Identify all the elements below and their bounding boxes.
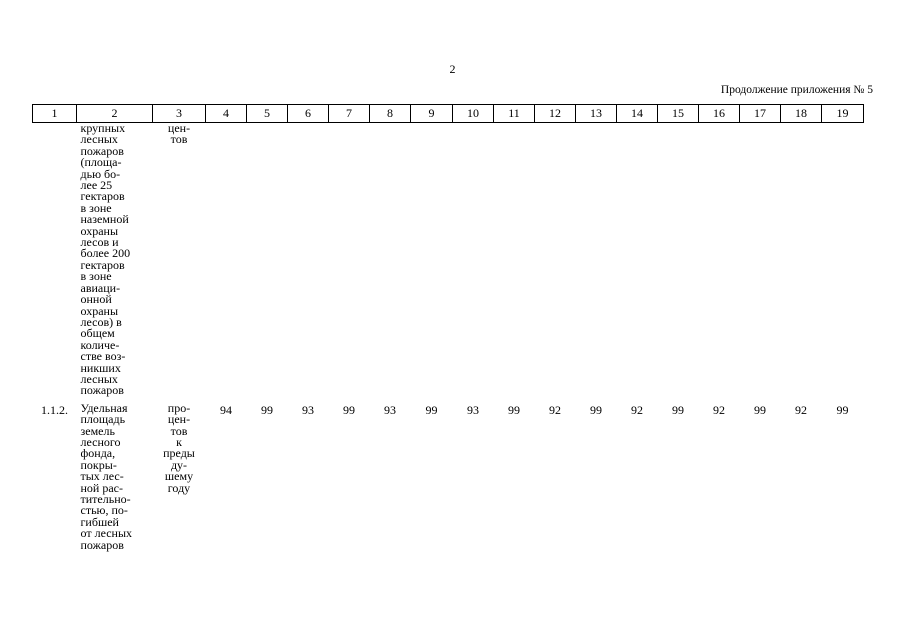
column-header-19: 19 — [822, 105, 864, 123]
column-header-12: 12 — [535, 105, 576, 123]
indicator-name-line: пожаров — [80, 537, 124, 552]
indicator-name-line: охраны — [80, 303, 119, 318]
value-cell — [494, 123, 535, 397]
column-header-17: 17 — [740, 105, 781, 123]
column-header-14: 14 — [617, 105, 658, 123]
indicator-name-line: в зоне — [80, 269, 112, 284]
column-header-7: 7 — [329, 105, 370, 123]
column-header-8: 8 — [370, 105, 411, 123]
indicator-name-line: дью бо- — [80, 166, 121, 181]
indicator-name-line: в зоне — [80, 200, 112, 215]
indicator-name-line: лее 25 — [80, 178, 113, 193]
indicator-name-line: лесных — [80, 371, 118, 386]
unit-line: преды — [163, 446, 195, 461]
value-cell — [247, 123, 288, 397]
indicator-name-line: земель — [80, 423, 115, 438]
unit-line: цен- — [167, 121, 191, 135]
column-header-16: 16 — [699, 105, 740, 123]
column-header-13: 13 — [576, 105, 617, 123]
value-cell: 99 — [754, 402, 766, 417]
unit-line: про- — [167, 400, 191, 415]
indicator-name-line: пожаров — [80, 383, 124, 398]
indicator-name-line: тительно- — [80, 492, 131, 506]
value-cell: 99 — [508, 402, 520, 417]
value-cell — [740, 123, 781, 397]
column-header-5: 5 — [247, 105, 288, 123]
indicator-name-line: авиаци- — [80, 280, 121, 295]
indicator-name-line: тых лес- — [80, 469, 124, 484]
value-cell: 94 — [220, 402, 232, 417]
value-cell — [453, 123, 494, 397]
indicator-name-line: никших — [80, 360, 121, 375]
indicator-name-line: площадь — [80, 412, 126, 427]
value-cell — [206, 123, 247, 397]
value-cell: 99 — [672, 402, 684, 417]
indicator-name-line: более 200 — [80, 246, 131, 261]
value-cell: 99 — [425, 402, 438, 417]
column-header-11: 11 — [494, 105, 535, 123]
value-cell: 93 — [302, 402, 314, 417]
value-cell — [411, 123, 453, 397]
value-cell — [781, 123, 822, 397]
indicator-name-line: гибшей — [80, 514, 119, 529]
column-header-9: 9 — [411, 105, 453, 123]
value-cell: 92 — [795, 402, 807, 417]
indicator-name — [77, 123, 153, 397]
indicator-name-line: гектаров — [80, 189, 125, 204]
value-cell: 99 — [261, 402, 273, 417]
value-cell — [658, 123, 699, 397]
column-header-3: 3 — [153, 105, 206, 123]
indicator-name-line: лесного — [80, 434, 121, 449]
value-cell: 99 — [343, 402, 355, 417]
column-header-10: 10 — [453, 105, 494, 123]
indicator-name-line: стве воз- — [80, 349, 126, 364]
indicator-name-line: лесных — [80, 132, 118, 147]
value-cell — [699, 123, 740, 397]
indicator-name-line: лесов и — [80, 235, 119, 250]
value-cell — [370, 123, 411, 397]
column-header-4: 4 — [206, 105, 247, 123]
value-cell: 92 — [631, 402, 643, 417]
column-header-2: 2 — [77, 105, 153, 123]
value-cell — [576, 123, 617, 397]
row-number: 1.1.2. — [41, 402, 68, 417]
value-cell: 93 — [467, 402, 479, 417]
value-cell — [329, 123, 370, 397]
column-header-15: 15 — [658, 105, 699, 123]
value-cell: 92 — [713, 402, 725, 417]
table-row — [33, 397, 864, 551]
indicator-name-line: стью, по- — [80, 503, 128, 518]
indicator-name-line: фонда, — [80, 446, 116, 461]
unit-line: тов — [170, 423, 188, 438]
unit-line: тов — [170, 132, 188, 147]
value-cell: 99 — [836, 402, 849, 417]
indicator-name-line: лесов) в — [80, 314, 122, 329]
indicator-table — [32, 104, 864, 551]
indicator-name — [77, 397, 153, 551]
value-cell — [822, 123, 864, 397]
indicator-name-line: от лесных — [80, 526, 133, 541]
value-cell — [617, 123, 658, 397]
unit-line: году — [167, 480, 191, 495]
page-number: 2 — [449, 62, 456, 76]
unit-of-measure — [153, 397, 206, 551]
column-number-row — [33, 105, 864, 123]
indicator-name-line: онной — [80, 292, 112, 307]
indicator-name-line: пожаров — [80, 143, 124, 158]
value-cell: 93 — [384, 402, 396, 417]
indicator-name-line: (площа- — [80, 155, 122, 170]
indicator-name-line: крупных — [80, 121, 126, 135]
indicator-name-line: гектаров — [80, 257, 125, 272]
unit-line: цен- — [167, 412, 191, 427]
value-cell: 99 — [590, 402, 602, 417]
unit-line: шему — [164, 469, 194, 484]
appendix-continuation-label: Продолжение приложения № 5 — [720, 84, 873, 96]
value-cell — [535, 123, 576, 397]
column-header-1: 1 — [33, 105, 77, 123]
row-number — [33, 123, 77, 397]
indicator-name-line: охраны — [80, 223, 119, 238]
unit-of-measure — [153, 123, 206, 397]
indicator-name-line: наземной — [80, 212, 129, 227]
column-header-18: 18 — [781, 105, 822, 123]
value-cell: 92 — [549, 402, 561, 417]
indicator-name-line: общем — [80, 326, 115, 341]
indicator-name-line: ной рас- — [80, 480, 123, 495]
unit-line: ду- — [170, 457, 188, 472]
table-row — [33, 123, 864, 397]
indicator-name-line: покры- — [80, 457, 117, 472]
column-header-6: 6 — [288, 105, 329, 123]
value-cell — [288, 123, 329, 397]
indicator-name-line: количе- — [80, 337, 120, 352]
unit-line: к — [176, 434, 182, 449]
indicator-name-line: Удельная — [80, 400, 128, 415]
